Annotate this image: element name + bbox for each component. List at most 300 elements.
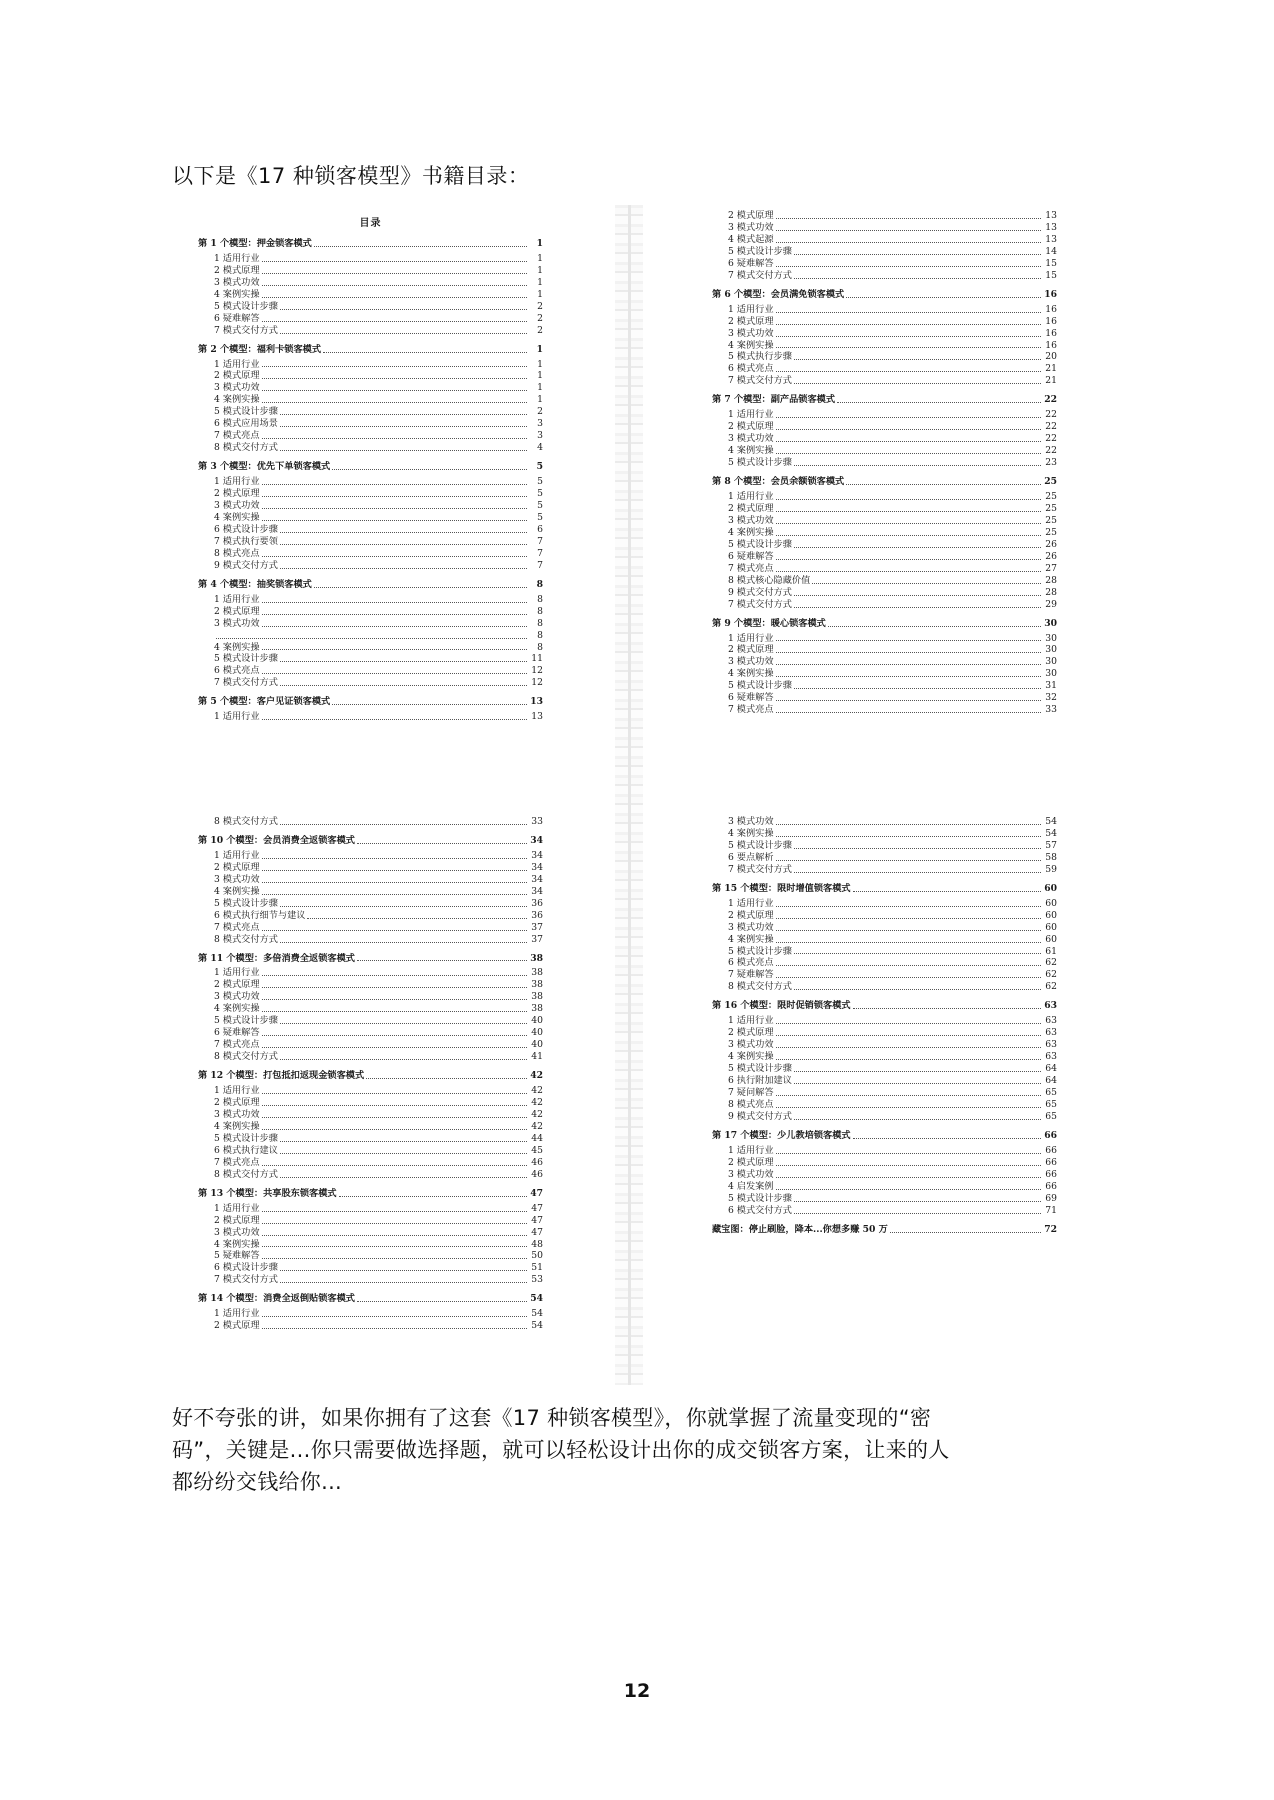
leader-dots bbox=[262, 438, 527, 439]
toc-item bbox=[198, 1097, 543, 1109]
toc-item bbox=[198, 418, 543, 430]
toc-section-title-label: 第 9 个模型：暖心锁客模式 bbox=[712, 617, 826, 629]
toc-section-title bbox=[198, 461, 543, 473]
toc-item bbox=[198, 665, 543, 677]
outro-paragraph bbox=[172, 1402, 1072, 1498]
toc-item-label: 8 模式核心隐藏价值 bbox=[728, 574, 811, 586]
toc-item-page: 13 bbox=[1045, 233, 1057, 245]
leader-dots bbox=[776, 1177, 1041, 1178]
toc-item-page: 8 bbox=[537, 605, 543, 617]
toc-item-page: 66 bbox=[1045, 1144, 1057, 1156]
leader-dots bbox=[262, 649, 527, 650]
toc-item-page: 25 bbox=[1045, 526, 1057, 538]
toc-item bbox=[712, 1157, 1057, 1169]
leader-dots bbox=[357, 960, 527, 961]
toc-item bbox=[198, 442, 543, 454]
toc-item-label: 3 模式功效 bbox=[214, 991, 260, 1003]
leader-dots bbox=[794, 465, 1041, 466]
toc-section-title-label: 第 12 个模型：打包抵扣返现金锁客模式 bbox=[198, 1070, 365, 1082]
leader-dots bbox=[262, 1117, 527, 1118]
leader-dots bbox=[794, 1213, 1041, 1214]
toc-item-page: 6 bbox=[537, 523, 543, 535]
toc-item-label: 3 模式功效 bbox=[214, 1226, 260, 1238]
leader-dots bbox=[776, 652, 1041, 653]
leader-dots bbox=[280, 1270, 527, 1271]
toc-item bbox=[712, 1111, 1057, 1123]
toc-section-title-page: 54 bbox=[530, 1293, 543, 1305]
toc-item-label: 5 模式设计步骤 bbox=[728, 538, 792, 550]
toc-item bbox=[712, 503, 1057, 515]
toc-item-label: 3 模式功效 bbox=[214, 1108, 260, 1120]
toc-item bbox=[198, 1262, 543, 1274]
toc-item bbox=[712, 656, 1057, 668]
toc-item bbox=[198, 1003, 543, 1015]
toc-item bbox=[198, 277, 543, 289]
leader-dots bbox=[776, 1047, 1041, 1048]
toc-section-title-label: 藏宝图：停止刷脸，降本...你想多赚 50 万 bbox=[712, 1223, 888, 1235]
toc-item-label: 7 模式交付方式 bbox=[728, 863, 792, 875]
toc-item-label: 4 案例实操 bbox=[728, 526, 774, 538]
toc-item bbox=[198, 500, 543, 512]
leader-dots bbox=[262, 858, 527, 859]
toc-item bbox=[198, 653, 543, 665]
toc-item-label: 3 模式功效 bbox=[728, 921, 774, 933]
toc-item-page: 54 bbox=[1045, 816, 1057, 827]
toc-item bbox=[712, 1087, 1057, 1099]
leader-dots bbox=[794, 1071, 1041, 1072]
toc-item-page: 38 bbox=[531, 1003, 543, 1015]
leader-dots bbox=[262, 719, 527, 720]
toc-section-title-label: 第 2 个模型：福利卡锁客模式 bbox=[198, 343, 322, 355]
toc-section-title-label: 第 10 个模型：会员消费全返锁客模式 bbox=[198, 834, 355, 846]
leader-dots bbox=[262, 1093, 527, 1094]
toc-section-title bbox=[198, 1293, 543, 1305]
toc-section-title-page: 16 bbox=[1044, 288, 1057, 300]
toc-item-label: 6 疑难解答 bbox=[214, 1027, 260, 1039]
toc-item-label: 3 模式功效 bbox=[728, 514, 774, 526]
toc-item-page: 25 bbox=[1045, 514, 1057, 526]
toc-item bbox=[712, 1193, 1057, 1205]
toc-item-page: 30 bbox=[1045, 668, 1057, 680]
toc-item bbox=[712, 644, 1057, 656]
toc-item bbox=[198, 406, 543, 418]
toc-item-label: 3 模式功效 bbox=[214, 276, 260, 288]
toc-item-label: 6 疑难解答 bbox=[728, 692, 774, 704]
toc-item-page: 22 bbox=[1045, 409, 1057, 421]
toc-item-label: 4 案例实操 bbox=[214, 1238, 260, 1250]
toc-item-page: 53 bbox=[531, 1274, 543, 1286]
toc-item-page: 60 bbox=[1045, 933, 1057, 945]
toc-item-page: 5 bbox=[537, 476, 543, 488]
toc-item-label: 7 模式交付方式 bbox=[214, 324, 278, 336]
toc-item-page: 50 bbox=[531, 1250, 543, 1262]
leader-dots bbox=[314, 246, 527, 247]
toc-item-page: 14 bbox=[1045, 245, 1057, 257]
toc-item-page: 42 bbox=[531, 1108, 543, 1120]
toc-item-label: 4 案例实操 bbox=[728, 339, 774, 351]
toc-item bbox=[198, 910, 543, 922]
leader-dots bbox=[776, 965, 1041, 966]
toc-item-label: 2 模式原理 bbox=[728, 1027, 774, 1039]
toc-item bbox=[712, 840, 1057, 852]
toc-item bbox=[198, 1109, 543, 1121]
toc-item bbox=[712, 375, 1057, 387]
toc-item-label: 2 模式原理 bbox=[214, 488, 260, 500]
toc-item-page: 60 bbox=[1045, 921, 1057, 933]
toc-item-label: 6 模式执行建议 bbox=[214, 1144, 278, 1156]
toc-item-page: 42 bbox=[531, 1097, 543, 1109]
toc-item-page: 37 bbox=[531, 921, 543, 933]
leader-dots bbox=[794, 872, 1041, 873]
toc-item bbox=[712, 421, 1057, 433]
leader-dots bbox=[776, 836, 1041, 837]
toc-item bbox=[198, 886, 543, 898]
leader-dots bbox=[262, 520, 527, 521]
toc-item bbox=[198, 630, 543, 642]
toc-section-title-label: 第 3 个模型：优先下单锁客模式 bbox=[198, 461, 331, 473]
toc-item-label: 4 案例实操 bbox=[214, 1120, 260, 1132]
leader-dots bbox=[280, 1282, 527, 1283]
leader-dots bbox=[280, 942, 527, 943]
toc-item-label: 6 模式交付方式 bbox=[728, 1204, 792, 1216]
toc-item-page: 40 bbox=[531, 1015, 543, 1027]
leader-dots bbox=[776, 324, 1041, 325]
toc-section-title-page: 38 bbox=[530, 952, 543, 964]
toc-item bbox=[198, 1203, 543, 1215]
leader-dots bbox=[280, 532, 527, 533]
leader-dots bbox=[280, 544, 527, 545]
leader-dots bbox=[776, 700, 1041, 701]
toc-item-page: 62 bbox=[1045, 969, 1057, 981]
toc-item-label: 6 执行附加建议 bbox=[728, 1075, 792, 1087]
toc-item-label: 8 模式交付方式 bbox=[214, 816, 278, 827]
toc-item bbox=[712, 587, 1057, 599]
toc-item-page: 30 bbox=[1045, 644, 1057, 656]
leader-dots bbox=[314, 587, 527, 588]
toc-item bbox=[198, 524, 543, 536]
toc-section-title-page: 1 bbox=[536, 343, 543, 355]
toc-item-label: 5 模式设计步骤 bbox=[728, 680, 792, 692]
leader-dots bbox=[794, 278, 1041, 279]
toc-item-label: 4 案例实操 bbox=[214, 394, 260, 406]
toc-section-title bbox=[712, 476, 1057, 488]
toc-section-title-label: 第 1 个模型：押金锁客模式 bbox=[198, 237, 312, 249]
toc-item-label: 6 模式执行细节与建议 bbox=[214, 909, 306, 921]
toc-item-page: 2 bbox=[537, 312, 543, 324]
toc-item-page: 11 bbox=[531, 653, 543, 665]
toc-item-page: 29 bbox=[1045, 598, 1057, 610]
toc-item-label: 7 模式交付方式 bbox=[214, 1274, 278, 1286]
leader-dots bbox=[776, 347, 1041, 348]
toc-item bbox=[198, 488, 543, 500]
toc-section-title-page: 72 bbox=[1044, 1223, 1057, 1235]
leader-dots bbox=[262, 894, 527, 895]
leader-dots bbox=[794, 989, 1041, 990]
toc-item-label: 5 模式设计步骤 bbox=[728, 1192, 792, 1204]
toc-item bbox=[198, 1027, 543, 1039]
toc-item-label: 2 模式原理 bbox=[728, 421, 774, 433]
toc-item-label: 8 模式交付方式 bbox=[214, 1168, 278, 1180]
toc-item-label: 4 案例实操 bbox=[214, 288, 260, 300]
toc-item-page: 1 bbox=[537, 276, 543, 288]
toc-item-page: 13 bbox=[1045, 221, 1057, 233]
toc-item bbox=[712, 340, 1057, 352]
toc-item bbox=[712, 1169, 1057, 1181]
toc-item-label: 1 适用行业 bbox=[728, 1144, 774, 1156]
leader-dots bbox=[262, 1165, 527, 1166]
toc-item-page: 33 bbox=[531, 816, 543, 827]
toc-item-label: 4 案例实操 bbox=[728, 668, 774, 680]
toc-item-page: 1 bbox=[537, 252, 543, 264]
toc-item-label: 2 模式原理 bbox=[214, 861, 260, 873]
leader-dots bbox=[794, 953, 1041, 954]
toc-item bbox=[712, 445, 1057, 457]
leader-dots bbox=[262, 1047, 527, 1048]
leader-dots bbox=[794, 1119, 1041, 1120]
toc-item-label: 7 模式交付方式 bbox=[728, 375, 792, 387]
toc-item-label: 5 模式设计步骤 bbox=[214, 300, 278, 312]
toc-item-label: 4 案例实操 bbox=[728, 1051, 774, 1063]
toc-item bbox=[712, 527, 1057, 539]
toc-item-page: 12 bbox=[531, 665, 543, 677]
toc-item-label: 7 模式亮点 bbox=[214, 921, 260, 933]
toc-section-title-label: 第 4 个模型：抽奖锁客模式 bbox=[198, 578, 312, 590]
leader-dots bbox=[262, 496, 527, 497]
toc-item bbox=[198, 1227, 543, 1239]
toc-item bbox=[198, 1169, 543, 1181]
toc-section-title bbox=[198, 696, 543, 708]
toc-item-label: 2 模式原理 bbox=[214, 1214, 260, 1226]
toc-item-page: 33 bbox=[1045, 704, 1057, 716]
leader-dots bbox=[262, 1211, 527, 1212]
toc-item bbox=[198, 618, 543, 630]
leader-dots bbox=[280, 426, 527, 427]
toc-item bbox=[198, 1121, 543, 1133]
toc-item-label: 7 模式亮点 bbox=[214, 430, 260, 442]
toc-item-page: 1 bbox=[537, 370, 543, 382]
toc-item-page: 1 bbox=[537, 288, 543, 300]
leader-dots bbox=[776, 664, 1041, 665]
toc-item-page: 13 bbox=[531, 711, 543, 723]
toc-section-title-page: 63 bbox=[1044, 1000, 1057, 1012]
toc-section-title-page: 25 bbox=[1044, 476, 1057, 488]
leader-dots bbox=[776, 860, 1041, 861]
leader-dots bbox=[890, 1232, 1041, 1233]
leader-dots bbox=[262, 285, 527, 286]
toc-item-page: 2 bbox=[537, 406, 543, 418]
leader-dots bbox=[262, 614, 527, 615]
toc-section-title-label: 第 6 个模型：会员满免锁客模式 bbox=[712, 288, 845, 300]
toc-section-title-page: 47 bbox=[530, 1187, 543, 1199]
toc-item bbox=[198, 548, 543, 560]
toc-section-title bbox=[198, 579, 543, 591]
leader-dots bbox=[776, 977, 1041, 978]
toc-item-page: 34 bbox=[531, 849, 543, 861]
toc-item-label: 4 案例实操 bbox=[214, 511, 260, 523]
leader-dots bbox=[280, 1177, 527, 1178]
toc-item-label: 4 案例实操 bbox=[214, 641, 260, 653]
toc-item bbox=[198, 862, 543, 874]
leader-dots bbox=[280, 333, 527, 334]
toc-item-label: 2 模式原理 bbox=[728, 315, 774, 327]
toc-item-label: 6 疑难解答 bbox=[728, 550, 774, 562]
toc-item-label: 1 适用行业 bbox=[214, 849, 260, 861]
toc-item-label: 5 模式设计步骤 bbox=[728, 457, 792, 469]
leader-dots bbox=[776, 571, 1041, 572]
toc-item bbox=[712, 852, 1057, 864]
toc-item-page: 3 bbox=[537, 418, 543, 430]
leader-dots bbox=[776, 499, 1041, 500]
toc-item bbox=[712, 1181, 1057, 1193]
toc-item-label: 7 模式交付方式 bbox=[214, 677, 278, 689]
leader-dots bbox=[853, 1138, 1041, 1139]
toc-item-page: 5 bbox=[537, 500, 543, 512]
toc-item-label: 2 模式原理 bbox=[214, 370, 260, 382]
toc-item-label: 1 适用行业 bbox=[214, 252, 260, 264]
toc-item bbox=[712, 633, 1057, 645]
toc-item-label: 1 适用行业 bbox=[728, 632, 774, 644]
toc-item bbox=[712, 898, 1057, 910]
toc-item-page: 54 bbox=[1045, 827, 1057, 839]
leader-dots bbox=[280, 414, 527, 415]
toc-section-title-label: 第 17 个模型：少儿教培锁客模式 bbox=[712, 1129, 851, 1141]
leader-dots bbox=[280, 685, 527, 686]
leader-dots bbox=[776, 429, 1041, 430]
toc-item bbox=[198, 677, 543, 689]
toc-item-page: 46 bbox=[531, 1156, 543, 1168]
toc-item bbox=[198, 979, 543, 991]
toc-section-title bbox=[712, 394, 1057, 406]
toc-item bbox=[712, 668, 1057, 680]
toc-item-label: 3 模式功效 bbox=[728, 327, 774, 339]
leader-dots bbox=[776, 1153, 1041, 1154]
toc-item-label: 3 模式功效 bbox=[728, 1039, 774, 1051]
toc-section-title bbox=[198, 238, 543, 250]
toc-item bbox=[712, 704, 1057, 716]
toc-item bbox=[712, 210, 1057, 222]
toc-item bbox=[712, 234, 1057, 246]
toc-item-label: 5 模式设计步骤 bbox=[214, 653, 278, 665]
toc-item bbox=[198, 898, 543, 910]
toc-item-label: 1 适用行业 bbox=[214, 593, 260, 605]
leader-dots bbox=[216, 638, 527, 639]
toc-item bbox=[712, 433, 1057, 445]
leader-dots bbox=[776, 417, 1041, 418]
toc-item-label: 1 适用行业 bbox=[728, 409, 774, 421]
leader-dots bbox=[776, 371, 1041, 372]
toc-item bbox=[712, 816, 1057, 828]
toc-item-page: 42 bbox=[531, 1120, 543, 1132]
toc-item-label: 5 模式执行步骤 bbox=[728, 351, 792, 363]
toc-item-page: 8 bbox=[537, 617, 543, 629]
toc-item-page: 26 bbox=[1045, 550, 1057, 562]
toc-item bbox=[198, 1250, 543, 1262]
toc-item-label: 6 模式亮点 bbox=[214, 665, 260, 677]
toc-section-title-page: 13 bbox=[530, 696, 543, 708]
toc-item-label: 5 模式设计步骤 bbox=[214, 1132, 278, 1144]
toc-item-page: 21 bbox=[1045, 375, 1057, 387]
toc-section-title bbox=[712, 618, 1057, 630]
toc-item-page: 1 bbox=[537, 264, 543, 276]
leader-dots bbox=[262, 1246, 527, 1247]
toc-item bbox=[198, 325, 543, 337]
toc-item bbox=[198, 359, 543, 371]
toc-item-label: 7 模式亮点 bbox=[728, 704, 774, 716]
leader-dots bbox=[280, 1023, 527, 1024]
toc-item-page: 16 bbox=[1045, 339, 1057, 351]
toc-section-title bbox=[712, 1000, 1057, 1012]
toc-item bbox=[198, 711, 543, 723]
toc-item-label: 2 模式原理 bbox=[214, 1320, 260, 1332]
leader-dots bbox=[262, 390, 527, 391]
toc-item-page: 65 bbox=[1045, 1098, 1057, 1110]
toc-item-label: 5 疑难解答 bbox=[214, 1250, 260, 1262]
toc-item-page: 42 bbox=[531, 1085, 543, 1097]
toc-item bbox=[198, 313, 543, 325]
toc-item bbox=[198, 1145, 543, 1157]
toc-item-label: 8 模式亮点 bbox=[214, 547, 260, 559]
leader-dots bbox=[794, 688, 1041, 689]
toc-item-label: 1 适用行业 bbox=[214, 711, 260, 723]
toc-section-title-page: 22 bbox=[1044, 394, 1057, 406]
toc-section-title-page: 66 bbox=[1044, 1129, 1057, 1141]
toc-heading: 目录 bbox=[359, 218, 382, 229]
toc-item bbox=[198, 476, 543, 488]
toc-item-label: 7 模式亮点 bbox=[728, 562, 774, 574]
toc-item bbox=[712, 328, 1057, 340]
toc-item-page: 62 bbox=[1045, 981, 1057, 993]
leader-dots bbox=[262, 999, 527, 1000]
toc-item-label: 1 适用行业 bbox=[214, 1202, 260, 1214]
toc-item bbox=[712, 1205, 1057, 1217]
leader-dots bbox=[307, 918, 527, 919]
toc-item-page: 8 bbox=[537, 629, 543, 641]
leader-dots bbox=[366, 1078, 527, 1079]
toc-section-title-label: 第 5 个模型：客户见证锁客模式 bbox=[198, 696, 331, 708]
toc-item bbox=[712, 969, 1057, 981]
leader-dots bbox=[262, 261, 527, 262]
toc-item-page: 38 bbox=[531, 979, 543, 991]
toc-item-page: 47 bbox=[531, 1202, 543, 1214]
toc-item bbox=[712, 409, 1057, 421]
toc-item-label: 3 模式功效 bbox=[728, 1168, 774, 1180]
toc-section-title-label: 第 15 个模型：限时增值锁客模式 bbox=[712, 882, 851, 894]
toc-item-label: 1 适用行业 bbox=[214, 967, 260, 979]
toc-item-page: 63 bbox=[1045, 1015, 1057, 1027]
leader-dots bbox=[262, 882, 527, 883]
toc-item bbox=[198, 1274, 543, 1286]
toc-item-page: 54 bbox=[531, 1320, 543, 1332]
leader-dots bbox=[262, 1011, 527, 1012]
toc-item bbox=[712, 1039, 1057, 1051]
toc-item-label: 2 模式原理 bbox=[728, 909, 774, 921]
toc-item bbox=[198, 560, 543, 572]
toc-item-label: 6 模式设计步骤 bbox=[214, 523, 278, 535]
toc-item-page: 7 bbox=[537, 535, 543, 547]
leader-dots bbox=[262, 626, 527, 627]
leader-dots bbox=[280, 824, 527, 825]
leader-dots bbox=[262, 402, 527, 403]
toc-section-title-page: 5 bbox=[536, 461, 543, 473]
toc-item-page: 22 bbox=[1045, 433, 1057, 445]
leader-dots bbox=[262, 366, 527, 367]
leader-dots bbox=[262, 1035, 527, 1036]
toc-quadrant-top-right bbox=[712, 210, 1057, 716]
toc-item-page: 46 bbox=[531, 1168, 543, 1180]
toc-item-label: 8 模式交付方式 bbox=[214, 442, 278, 454]
outro-line-2: 码”，关键是...你只需要做选择题，就可以轻松设计出你的成交锁客方案，让来的人 bbox=[172, 1438, 950, 1462]
leader-dots bbox=[280, 309, 527, 310]
